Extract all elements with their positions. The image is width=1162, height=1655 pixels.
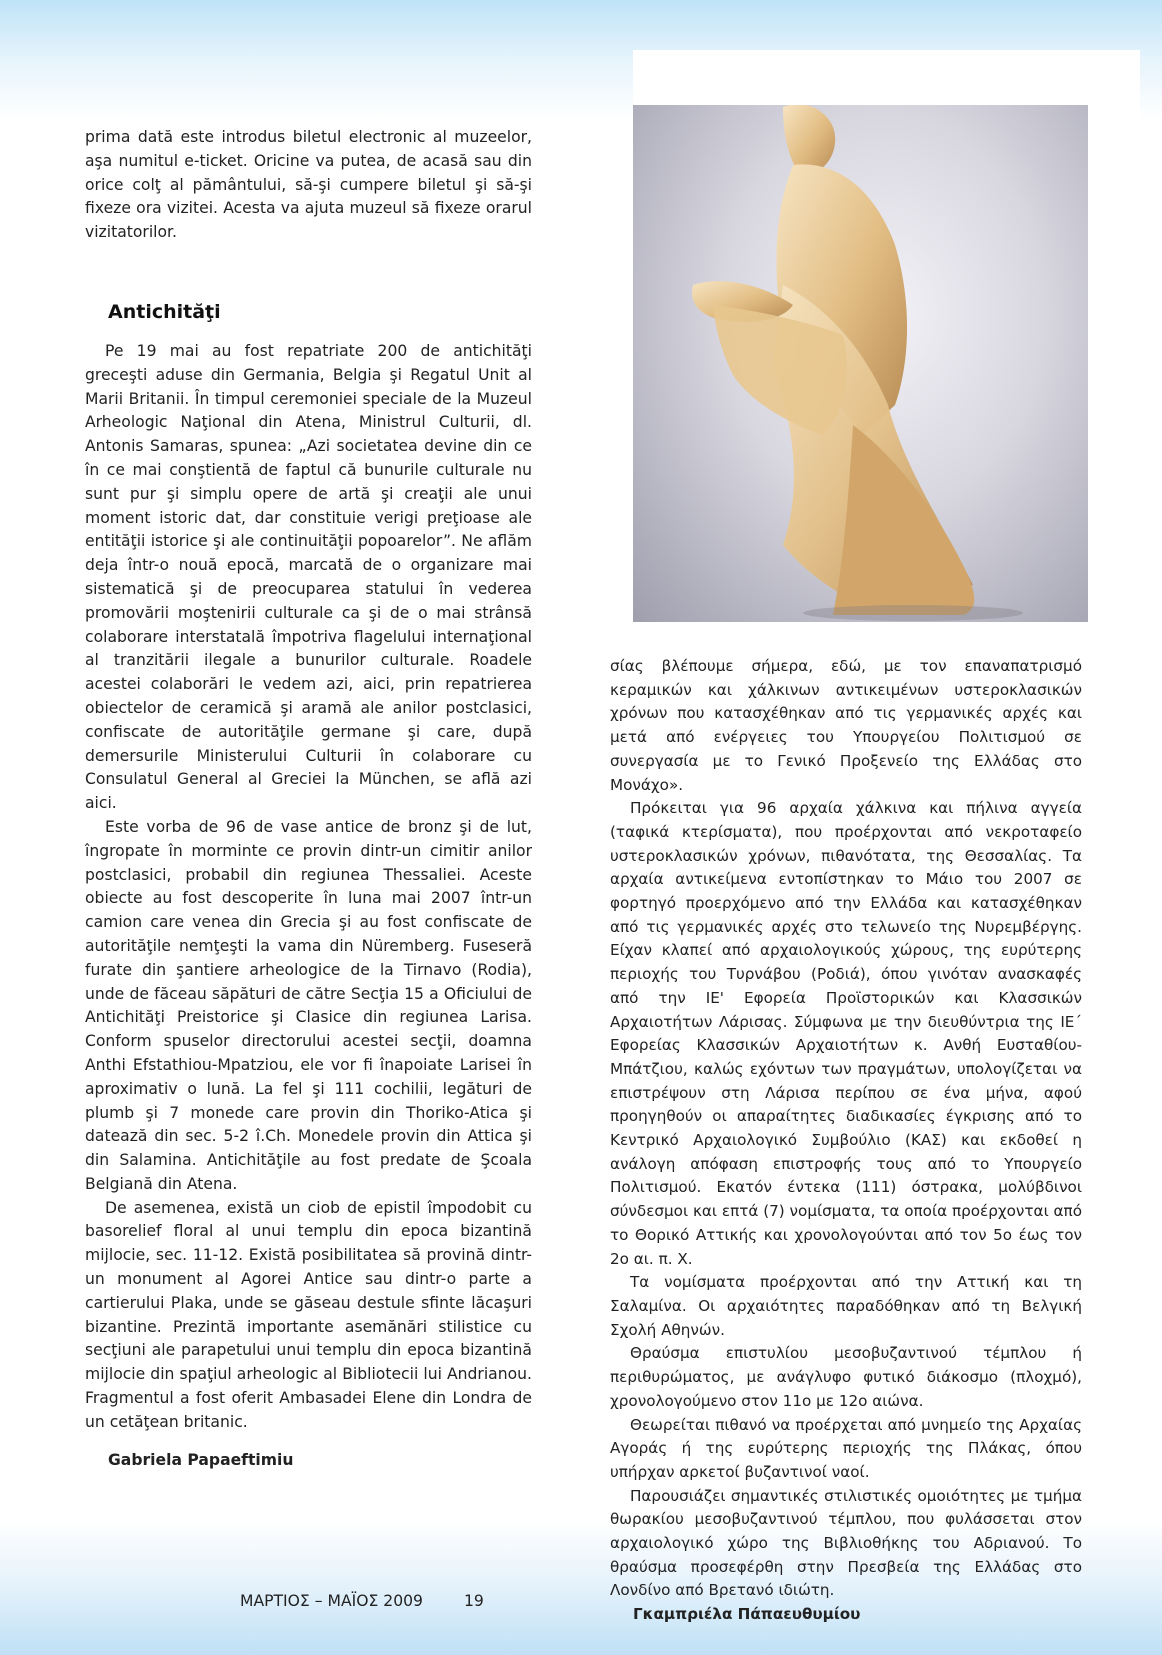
gr-paragraph-6: Παρουσιάζει σημαντικές στιλιστικές ομοιότητες με τμήμα θωρακίου μεσοβυζαντινού τέμπλου, που φυλάσσεται στον αρχαιολογικό χώρο της Βιβλιοθήκης του Αδριανού. Το θραύσμα προσεφέρθη στην Πρεσβεία της Ελλάδας στο Λονδίνο από Βρετανό ιδιώτη. [610,1486,1082,1600]
gr-paragraph-4: Θραύσμα επιστυλίου μεσοβυζαντινού τέμπλου ή περιθυρώματος, με ανάγλυφο φυτικό διάκοσμο (πλοχμό), χρονολογούμενο στον 11ο με 12ο αιώνα. [610,1344,1082,1410]
gr-paragraph-3: Τα νομίσματα προέρχονται από την Αττική και τη Σαλαμίνα. Οι αρχαιότητες παραδόθηκαν από τη Βελγική Σχολή Αθηνών. [610,1273,1082,1339]
ro-paragraph-2: Este vorba de 96 de vase antice de bronz şi de lut, îngropate în morminte ce provin dintr-un cimitir anilor postclasici, probabil din regiunea Thessaliei. Aceste obiecte au fost descoperite în luna mai 2007 într-un camion care venea din Grecia şi au fost confiscate de autorităţile nemţeşti la vama din Nüremberg. Fuseseră furate din şantiere arheologice de la Tirnavo (Rodia), unde de făceau săpături de către Secţia 15 a Oficiului de Antichităţi Preistorice şi Clasice din regiunea Larisa. Conform spuselor directorului acestei secţii, doamna Anthi Efstathiou-Mpatziou, ele vor fi înapoiate Larisei în aproximativ o lună. La fel şi 111 cochilii, legături de plumb şi 7 monede care provin din Thoriko-Atica şi datează din sec. 5-2 î.Ch. Monedele provin din Attica şi din Salamina. Antichităţile au fost predate de Şcoala Belgiană din Atena. [85,817,532,1193]
page-footer [240,1592,520,1610]
issue-label: ΜΑΡΤΙΟΣ – ΜΑΪΟΣ 2009 [240,1592,423,1610]
ro-signature: Gabriela Papaeftimiu [108,1450,294,1469]
gr-paragraph-2: Πρόκειται για 96 αρχαία χάλκινα και πήλινα αγγεία (ταφικά κτερίσματα), που προέρχονται από νεκροταφείο υστερoκλασικών χρόνων, πιθανότατα, της Θεσσαλίας. Τα αρχαία αντικείμενα εντοπίστηκαν το Μάιο του 2007 σε φορτηγό προερχόμενο από την Ελλάδα και κατασχέθηκαν από τις γερμανικές αρχές στο τελωνείο της Νυρεμβέργης. Είχαν κλαπεί από αρχαιολογικούς χώρους, της ευρύτερης περιοχής του Τυρνάβου (Ροδιά), όπου γινόταν ανασκαφές από την ΙΕ' Εφορεία Προϊστορικών και Κλασσικών Αρχαιοτήτων Λάρισας. Σύμφωνα με την διευθύντρια της ΙΕ΄ Εφορείας Κλασσικών Αρχαιοτήτων κ. Ανθή Ευσταθίου- Μπάτζιου, καλώς εχόντων των πραγμάτων, υπολογίζεται να επιστρέψουν στη Λάρισα περίπου σε ένα μήνα, αφού προηγηθούν οι απαραίτητες διαδικασίες έγκρισης από το Κεντρικό Αρχαιολογικό Συμβούλιο (ΚΑΣ) και εκδοθεί η ανάλογη απόφαση επιστροφής τους από το Υπουργείο Πολιτισμού. Εκατόν έντεκα (111) όστρακα, μολύβδινοι σύνδεσμοι και επτά (7) νομίσματα, τα οποία προέρχονται από το Θορικό Αττικής και χρονολογούνται από τον 5ο έως τον 2ο αι. π. Χ. [610,799,1082,1268]
section-heading: Antichităţi [108,301,221,323]
ro-paragraph-3: De asemenea, există un ciob de epistil împodobit cu basorelief floral al unui templu din epoca bizantină mijlocie, sec. 11-12. Există posibilitatea să provină dintr-un monument al Agorei Antice sau dintr-o parte a cartierului Plaka, unde se găseau destule sfinte lăcaşuri bizantine. Prezintă importante asemănări stilistice cu secţiuni ale parapetului unui templu din epoca bizantină mijlocie din spaţiul arheologic al Bibliotecii lui Andrianou. Fragmentul a fost oferit Ambasadei Elene din Londra de un cetăţean britanic. [85,1198,532,1431]
statue-figure [633,105,1088,622]
greek-column [610,655,1082,1627]
gr-signature: Γκαμπριέλα Πάπαευθυμίου [633,1605,861,1624]
gr-paragraph-5: Θεωρείται πιθανό να προέρχεται από μνημείο της Αρχαίας Αγοράς ή της ευρύτερης περιοχής της Πλάκας, όπου υπήρχαν αρκετοί βυζαντινοί ναοί. [610,1415,1082,1481]
romanian-article [85,340,532,1472]
statue-photo [633,105,1088,622]
romanian-column [85,126,532,245]
intro-paragraph: prima dată este introdus biletul electronic al muzeelor, aşa numitul e-ticket. Oricine va putea, de acasă sau din orice colţ al pământului, să-şi cumpere biletul şi să-şi fixeze ora vizitei. Acesta va ajuta muzeul să fixeze orarul vizitatorilor. [85,128,532,242]
ro-paragraph-1: Pe 19 mai au fost repatriate 200 de antichităţi greceşti aduse din Germania, Belgia şi Regatul Unit al Marii Britanii. În timpul ceremoniei speciale de la Muzeul Arheologic Naţional din Atena, Ministrul Culturii, dl. Antonis Samaras, spunea: „Azi societatea devine din ce în ce mai conştientă de faptul că bunurile culturale nu sunt pur şi simplu opere de artă şi creaţii ale unui moment istoric dat, dar constituie verigi preţioase ale entităţii istorice şi ale continuităţii popoarelor”. Ne aflăm deja într-o nouă epocă, marcată de o organizare mai sistematică şi de preocuparea statului în vederea promovării moştenirii culturale ca şi de o mai strânsă colaborare interstatală împotriva flagelului internaţional al tranzitării ilegale a bunurilor culturale. Roadele acestei colaborări le vedem azi, aici, prin repatrierea obiectelor de ceramică şi aramă ale anilor postclasici, confiscate de autorităţile germane şi care, după demersurile Ministerului Culturii în colaborare cu Consulatul General al Greciei la München, se află azi aici. [85,342,532,813]
page-number: 19 [463,1592,484,1610]
gr-paragraph-1: σίας βλέπουμε σήμερα, εδώ, με τον επαναπατρισμό κεραμικών και χάλκινων αντικειμένων υστερoκλασικών χρόνων που κατασχέθηκαν από τις γερμανικές αρχές και μετά από ενέργειες του Υπουργείου Πολιτισμού σε συνεργασία με το Γενικό Προξενείο της Ελλάδας στο Μονάχο». [610,657,1082,794]
